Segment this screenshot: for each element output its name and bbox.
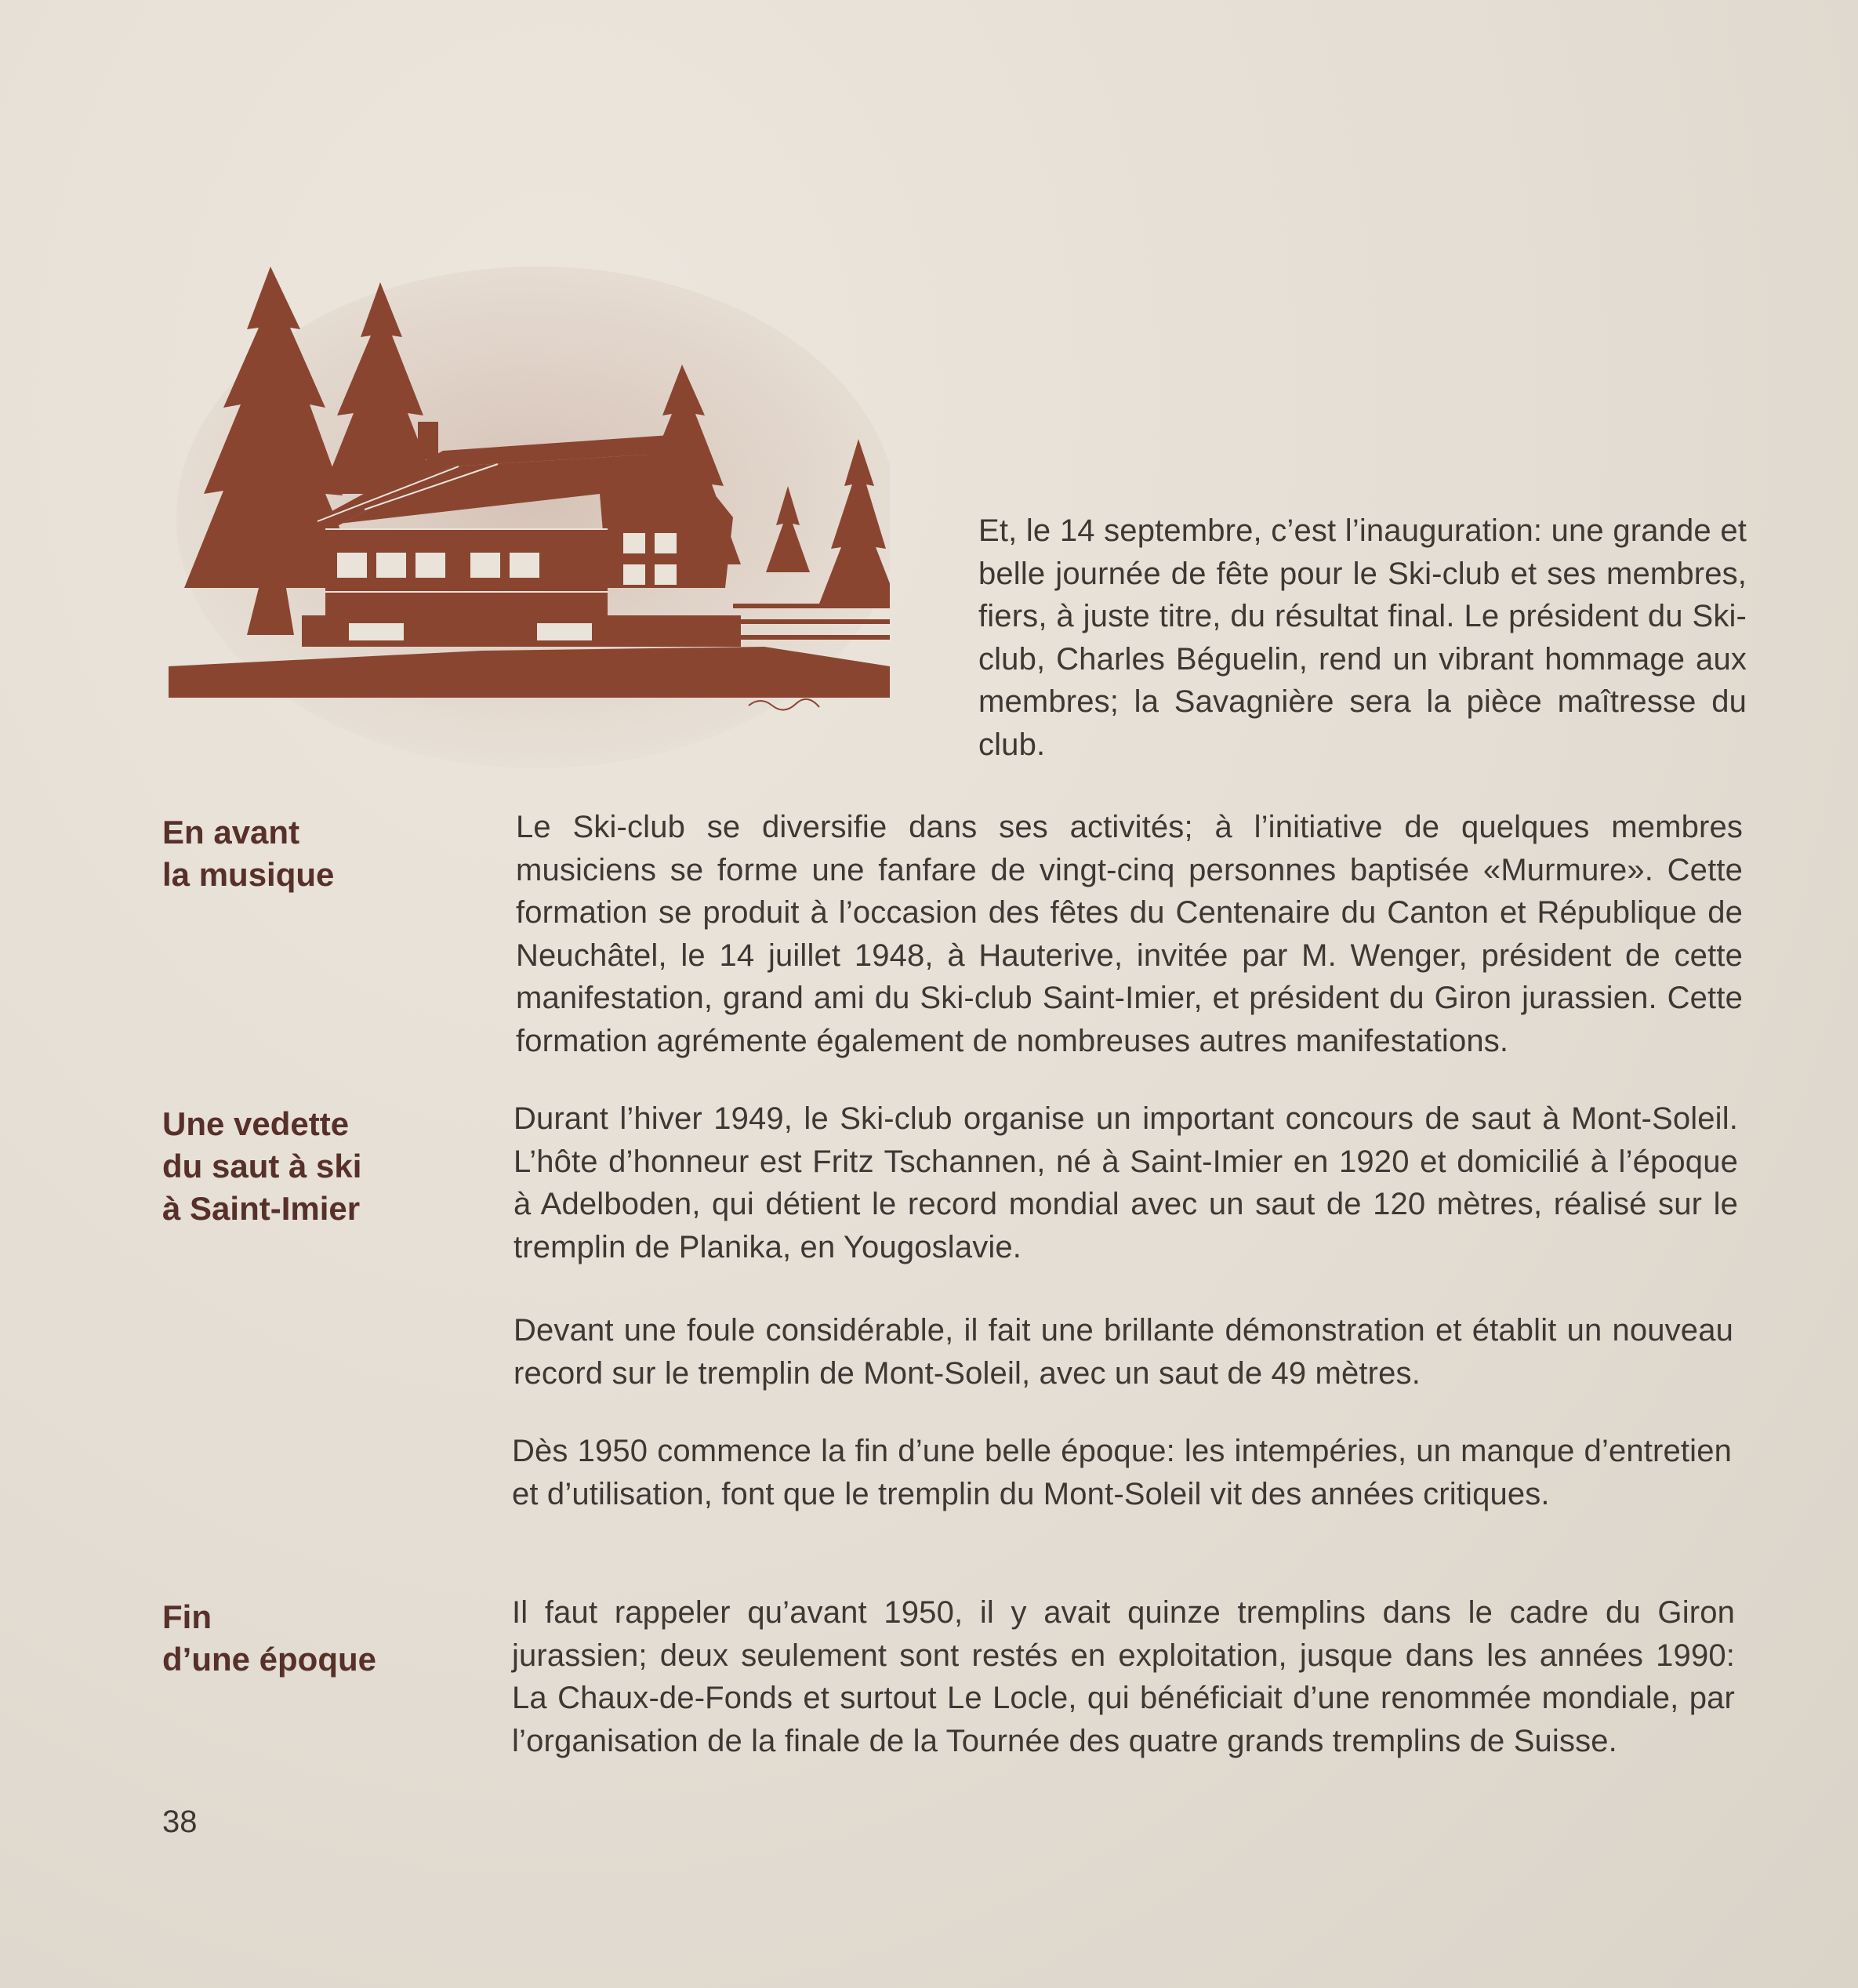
section-paragraph-ski-jump-3: Dès 1950 commence la fin d’une belle époque: les intempéries, un manque d’entretien et d’utilisation, font que le tremplin du Mont-Soleil vit des années critiques. — [512, 1434, 1732, 1511]
section-heading-music: En avant la musique — [162, 814, 335, 893]
section-heading-end-of-era: Fin d’une époque — [162, 1598, 376, 1678]
chalet-illustration — [169, 259, 890, 776]
intro-paragraph: Et, le 14 septembre, c’est l’inauguration: une grande et belle journée de fête pour le Ski-club et ses membres, fiers, à juste titre, du résultat final. Le président du Ski-club, Charles Béguelin, rend un vibrant hommage aux membres; la Savagnière sera la pièce maîtresse du club. — [978, 513, 1747, 762]
page-number: 38 — [162, 1805, 198, 1839]
section-paragraph-music: Le Ski-club se diversifie dans ses activités; à l’initiative de quelques membres musiciens se forme une fanfare de vingt-cinq personnes baptisée «Murmure». Cette formation se produit à l’occasion des fêtes du Centenaire du Canton et République de Neuchâtel, le 14 juillet 1948, à Hauterive, invitée par M. Wenger, président de cette manifestation, grand ami du Ski-club Saint-Imier, et président du Giron jurassien. Cette formation agrémente également de nombreuses autres manifestations. — [516, 810, 1743, 1058]
section-paragraph-ski-jump-1: Durant l’hiver 1949, le Ski-club organise un important concours de saut à Mont-Soleil. L’hôte d’honneur est Fritz Tschannen, né à Saint-Imier en 1920 et domicilié à l’époque à Adelboden, qui détient le record mondial avec un saut de 120 mètres, réalisé sur le tremplin de Planika, en Yougoslavie. — [513, 1101, 1738, 1264]
section-paragraph-end-of-era: Il faut rappeler qu’avant 1950, il y avait quinze tremplins dans le cadre du Giron jurassien; deux seulement sont restés en exploitation, jusque dans les années 1990: La Chaux-de-Fonds et surtout Le Locle, qui bénéficiait d’une renommée mondiale, par l’organisation de la finale de la Tournée des quatre grands tremplins de Suisse. — [512, 1595, 1735, 1758]
section-heading-ski-jump-star: Une vedette du saut à ski à Saint-Imier — [162, 1105, 362, 1227]
section-paragraph-ski-jump-2: Devant une foule considérable, il fait une brillante démonstration et établit un nouveau record sur le tremplin de Mont-Soleil, avec un saut de 49 mètres. — [513, 1313, 1733, 1391]
